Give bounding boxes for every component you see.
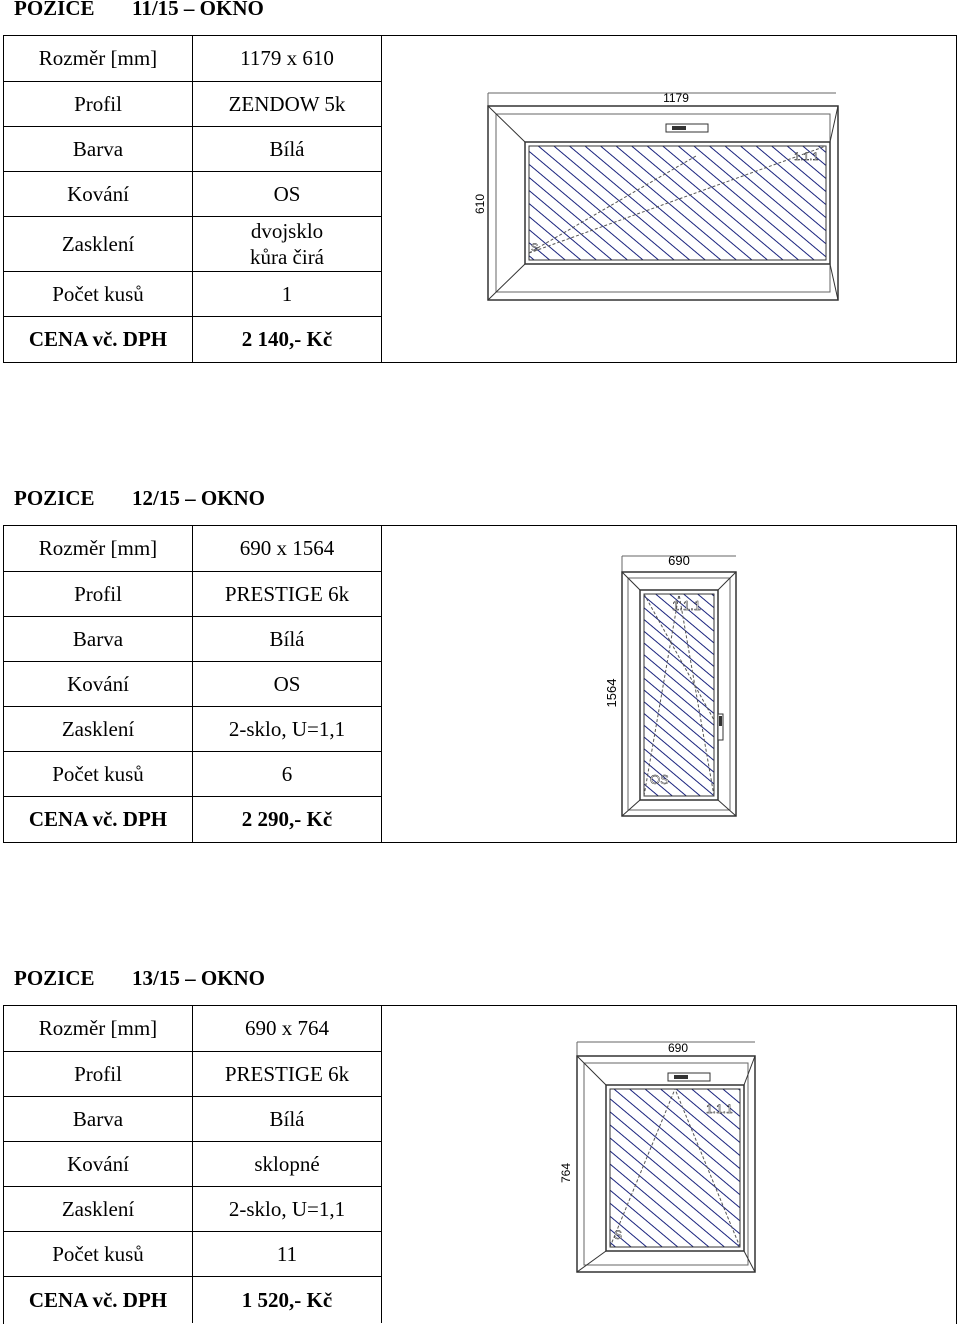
opening-label: S: [531, 242, 539, 254]
table-row: [4, 706, 382, 751]
table-row: [4, 36, 382, 81]
table-row: [4, 1141, 382, 1186]
table-row: [4, 1051, 382, 1096]
table-row: [4, 616, 382, 661]
table-row: [4, 751, 382, 796]
value-zaskleni: 2-sklo, U=1,1: [193, 706, 382, 751]
value-zaskleni-line1: dvojsklo: [250, 218, 324, 243]
position-title: 11/15 – OKNO: [132, 0, 264, 20]
label-profil: Profil: [4, 571, 193, 616]
position-header: [14, 486, 265, 511]
value-pocet: 11: [193, 1231, 382, 1276]
label-profil: Profil: [4, 1051, 193, 1096]
table-row: [4, 1186, 382, 1231]
value-barva: Bílá: [193, 1096, 382, 1141]
label-pocet: Počet kusů: [4, 751, 193, 796]
label-rozmer: Rozměr [mm]: [4, 1006, 193, 1051]
position-label: POZICE: [14, 966, 95, 990]
value-cena: 2 140,- Kč: [193, 316, 382, 362]
table-row: [4, 316, 382, 362]
label-barva: Barva: [4, 126, 193, 171]
value-kovani: OS: [193, 661, 382, 706]
spec-table: [4, 1006, 382, 1323]
position-header: [14, 0, 264, 21]
label-zaskleni: Zasklení: [4, 1186, 193, 1231]
label-zaskleni: Zasklení: [4, 216, 193, 271]
label-rozmer: Rozměr [mm]: [4, 36, 193, 81]
position-card: [3, 1005, 957, 1324]
table-row: [4, 796, 382, 842]
width-dimension: 690: [668, 553, 690, 568]
label-rozmer: Rozměr [mm]: [4, 526, 193, 571]
table-row: [4, 1006, 382, 1051]
label-barva: Barva: [4, 1096, 193, 1141]
value-barva: Bílá: [193, 616, 382, 661]
table-row: [4, 171, 382, 216]
corner-code: 1.1.1: [672, 598, 701, 613]
table-row: [4, 1096, 382, 1141]
table-row: [4, 126, 382, 171]
value-rozmer: 1179 x 610: [193, 36, 382, 81]
value-rozmer: 690 x 764: [193, 1006, 382, 1051]
value-cena: 2 290,- Kč: [193, 796, 382, 842]
position-label: POZICE: [14, 486, 95, 510]
height-dimension: 610: [473, 193, 487, 215]
table-row: [4, 216, 382, 271]
label-kovani: Kování: [4, 1141, 193, 1186]
value-kovani: sklopné: [193, 1141, 382, 1186]
position-card: [3, 525, 957, 843]
width-dimension: 1179: [663, 91, 689, 105]
value-kovani: OS: [193, 171, 382, 216]
value-cena: 1 520,- Kč: [193, 1276, 382, 1323]
value-profil: PRESTIGE 6k: [193, 1051, 382, 1096]
label-zaskleni: Zasklení: [4, 706, 193, 751]
value-profil: ZENDOW 5k: [193, 81, 382, 126]
window-drawing: [550, 1036, 760, 1276]
position-label: POZICE: [14, 0, 95, 20]
value-zaskleni: 2-sklo, U=1,1: [193, 1186, 382, 1231]
window-drawing: [466, 86, 856, 308]
position-header: [14, 966, 265, 991]
value-profil: PRESTIGE 6k: [193, 571, 382, 616]
label-pocet: Počet kusů: [4, 1231, 193, 1276]
height-dimension: 764: [559, 1162, 573, 1184]
table-row: [4, 81, 382, 126]
label-cena: CENA vč. DPH: [4, 796, 193, 842]
height-dimension: 1564: [604, 678, 619, 708]
spec-table: [4, 36, 382, 362]
label-cena: CENA vč. DPH: [4, 316, 193, 362]
label-barva: Barva: [4, 616, 193, 661]
value-zaskleni: [193, 216, 382, 271]
label-cena: CENA vč. DPH: [4, 1276, 193, 1323]
width-dimension: 690: [667, 1041, 689, 1055]
corner-code: 1.1.1: [706, 1102, 733, 1116]
window-drawing: [600, 548, 740, 818]
value-rozmer: 690 x 1564: [193, 526, 382, 571]
opening-label: OS: [650, 772, 669, 787]
table-row: [4, 271, 382, 316]
position-title: 12/15 – OKNO: [132, 486, 266, 510]
label-pocet: Počet kusů: [4, 271, 193, 316]
table-row: [4, 526, 382, 571]
label-kovani: Kování: [4, 661, 193, 706]
value-barva: Bílá: [193, 126, 382, 171]
table-row: [4, 661, 382, 706]
spec-table: [4, 526, 382, 842]
table-row: [4, 1276, 382, 1323]
position-title: 13/15 – OKNO: [132, 966, 266, 990]
table-row: [4, 571, 382, 616]
value-pocet: 6: [193, 751, 382, 796]
corner-code: 1.1.1: [794, 151, 819, 163]
opening-label: S: [614, 1228, 623, 1242]
label-profil: Profil: [4, 81, 193, 126]
value-zaskleni-line2: kůra čirá: [249, 244, 325, 269]
value-pocet: 1: [193, 271, 382, 316]
table-row: [4, 1231, 382, 1276]
label-kovani: Kování: [4, 171, 193, 216]
